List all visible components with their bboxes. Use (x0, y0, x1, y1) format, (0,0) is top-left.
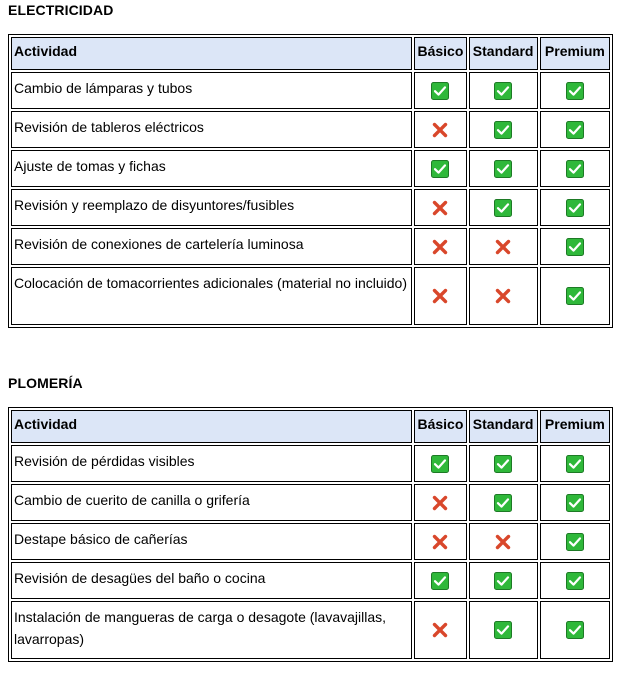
activity-cell: Instalación de mangueras de carga o desagote (lavavajillas, lavarropas) (11, 601, 412, 659)
premium-cell (540, 484, 610, 521)
cross-mark-icon (494, 237, 512, 253)
standard-cell (469, 484, 538, 521)
cross-mark-icon (431, 198, 449, 214)
header-premium: Premium (540, 37, 610, 70)
basic-cell (414, 523, 466, 560)
premium-cell (540, 267, 610, 325)
table-plomeria (8, 407, 613, 662)
activity-cell: Revisión de conexiones de cartelería luminosa (11, 228, 412, 265)
header-basic: Básico (414, 410, 466, 443)
check-mark-icon (494, 571, 512, 587)
check-mark-icon (566, 532, 584, 548)
basic-cell (414, 72, 466, 109)
check-mark-icon (494, 81, 512, 97)
section-title-plomeria: PLOMERÍA (8, 375, 83, 391)
table-electricidad (8, 34, 613, 328)
check-mark-icon (566, 237, 584, 253)
activity-cell: Revisión de pérdidas visibles (11, 445, 412, 482)
cross-mark-icon (494, 287, 512, 303)
table-row (11, 601, 610, 659)
check-mark-icon (494, 493, 512, 509)
activity-cell: Ajuste de tomas y fichas (11, 150, 412, 187)
standard-cell (469, 228, 538, 265)
activity-cell: Revisión y reemplazo de disyuntores/fusibles (11, 189, 412, 226)
table-row (11, 267, 610, 325)
header-activity: Actividad (11, 410, 412, 443)
premium-cell (540, 523, 610, 560)
header-premium: Premium (540, 410, 610, 443)
check-mark-icon (494, 454, 512, 470)
standard-cell (469, 562, 538, 599)
check-mark-icon (566, 287, 584, 303)
table-header-row (11, 410, 610, 443)
header-activity: Actividad (11, 37, 412, 70)
table-row (11, 189, 610, 226)
standard-cell (469, 445, 538, 482)
cross-mark-icon (494, 532, 512, 548)
check-mark-icon (494, 159, 512, 175)
basic-cell (414, 111, 466, 148)
header-basic: Básico (414, 37, 466, 70)
standard-cell (469, 601, 538, 659)
check-mark-icon (494, 621, 512, 637)
check-mark-icon (494, 120, 512, 136)
check-mark-icon (566, 120, 584, 136)
table-body (11, 72, 610, 325)
section-title-electricidad: ELECTRICIDAD (8, 2, 114, 18)
cross-mark-icon (431, 493, 449, 509)
check-mark-icon (566, 159, 584, 175)
premium-cell (540, 228, 610, 265)
cross-mark-icon (431, 287, 449, 303)
activity-cell: Cambio de lámparas y tubos (11, 72, 412, 109)
activity-cell: Colocación de tomacorrientes adicionales (material no incluido) (11, 267, 412, 325)
standard-cell (469, 267, 538, 325)
cross-mark-icon (431, 120, 449, 136)
basic-cell (414, 445, 466, 482)
premium-cell (540, 445, 610, 482)
table-row (11, 150, 610, 187)
standard-cell (469, 189, 538, 226)
header-standard: Standard (469, 37, 538, 70)
check-mark-icon (431, 454, 449, 470)
check-mark-icon (566, 81, 584, 97)
check-mark-icon (431, 159, 449, 175)
basic-cell (414, 150, 466, 187)
premium-cell (540, 72, 610, 109)
basic-cell (414, 189, 466, 226)
premium-cell (540, 111, 610, 148)
premium-cell (540, 601, 610, 659)
activity-cell: Destape básico de cañerías (11, 523, 412, 560)
table-row (11, 523, 610, 560)
standard-cell (469, 523, 538, 560)
header-standard: Standard (469, 410, 538, 443)
table-row (11, 72, 610, 109)
cross-mark-icon (431, 237, 449, 253)
basic-cell (414, 228, 466, 265)
table-row (11, 228, 610, 265)
check-mark-icon (494, 198, 512, 214)
basic-cell (414, 267, 466, 325)
standard-cell (469, 111, 538, 148)
basic-cell (414, 484, 466, 521)
table-row (11, 445, 610, 482)
check-mark-icon (566, 198, 584, 214)
table-header-row (11, 37, 610, 70)
check-mark-icon (566, 454, 584, 470)
activity-cell: Revisión de desagües del baño o cocina (11, 562, 412, 599)
basic-cell (414, 562, 466, 599)
table-body (11, 445, 610, 659)
check-mark-icon (431, 571, 449, 587)
cross-mark-icon (431, 621, 449, 637)
premium-cell (540, 150, 610, 187)
table-row (11, 111, 610, 148)
check-mark-icon (566, 621, 584, 637)
premium-cell (540, 189, 610, 226)
premium-cell (540, 562, 610, 599)
cross-mark-icon (431, 532, 449, 548)
check-mark-icon (431, 81, 449, 97)
table-row (11, 562, 610, 599)
table-row (11, 484, 610, 521)
standard-cell (469, 72, 538, 109)
activity-cell: Revisión de tableros eléctricos (11, 111, 412, 148)
basic-cell (414, 601, 466, 659)
check-mark-icon (566, 571, 584, 587)
check-mark-icon (566, 493, 584, 509)
standard-cell (469, 150, 538, 187)
activity-cell: Cambio de cuerito de canilla o grifería (11, 484, 412, 521)
